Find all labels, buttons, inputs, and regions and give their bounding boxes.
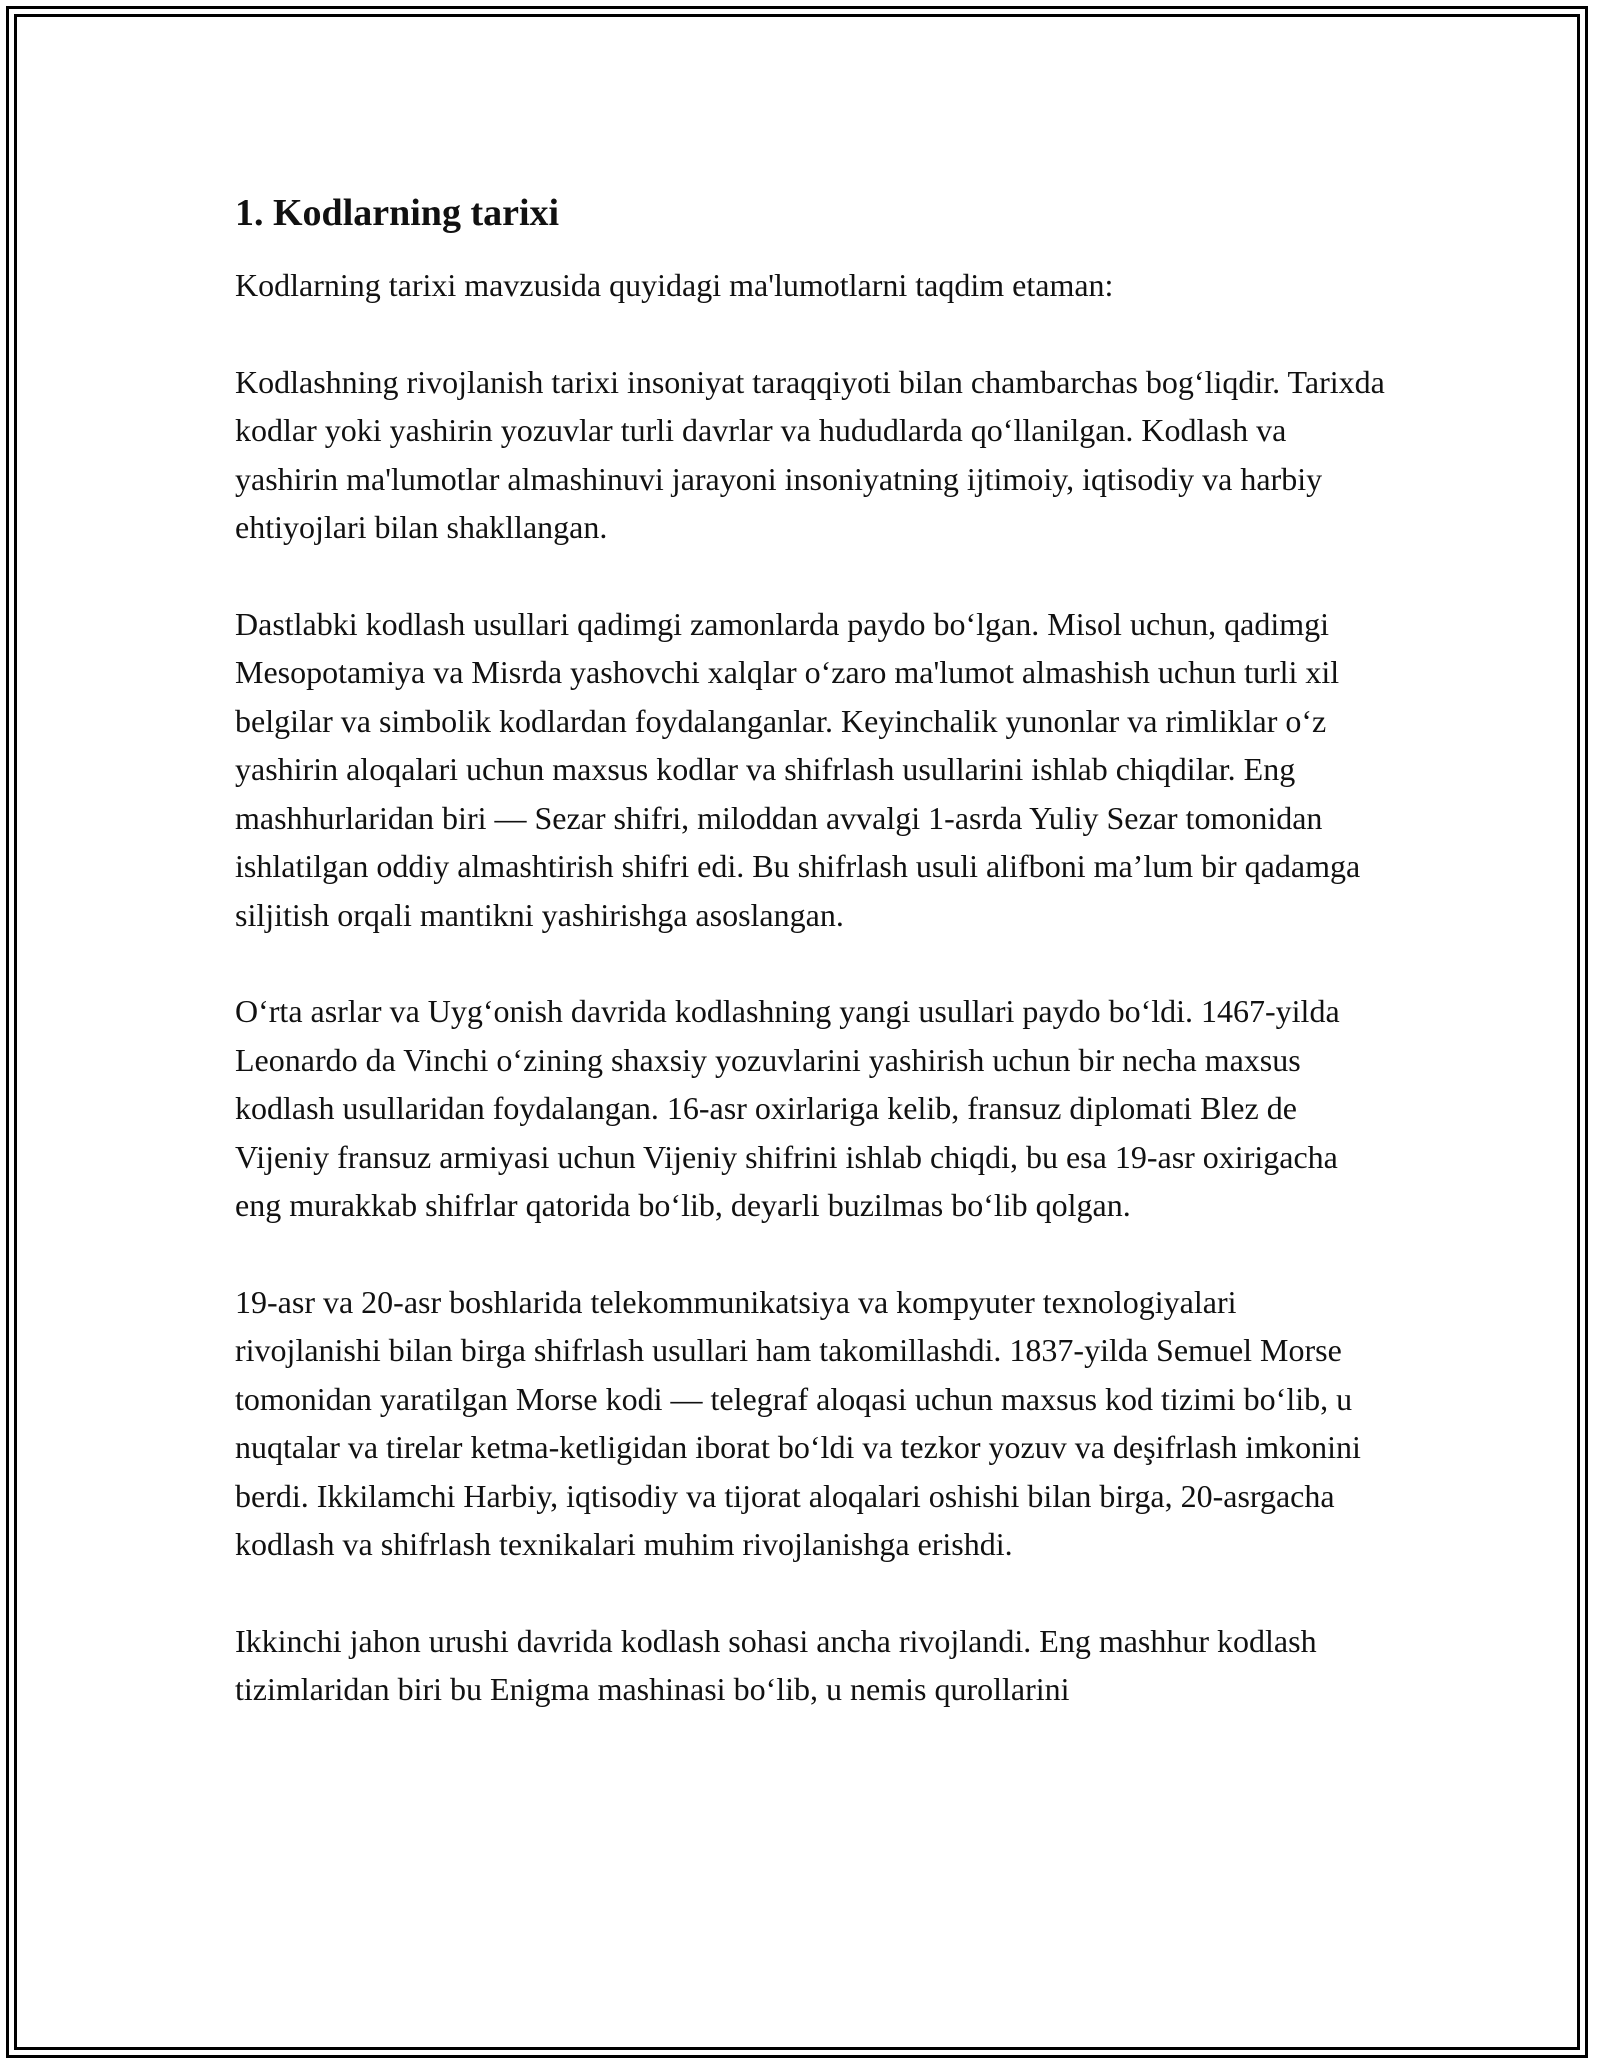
- intro-paragraph: Kodlarning tarixi mavzusida quyidagi ma'lumotlarni taqdim etaman:: [235, 267, 1114, 303]
- section-heading: 1. Kodlarning tarixi: [235, 192, 560, 234]
- paragraph-middle-ages: O‘rta asrlar va Uyg‘onish davrida kodlashning yangi usullari paydo bo‘ldi. 1467-yilda Leonardo da Vinchi o‘zining shaxsiy yozuvlarini yashirish uchun bir necha maxsus kodlash usullaridan foydalangan. 16-asr oxirlariga kelib, fransuz diplomati Blez de Vijeniy fransuz armiyasi uchun Vijeniy shifrini ishlab chiqdi, bu esa 19-asr oxirigacha eng murakkab shifrlar qatorida bo‘lib, deyarli buzilmas bo‘lib qolgan.: [235, 993, 1340, 1223]
- paragraph-history-overview: Kodlashning rivojlanish tarixi insoniyat taraqqiyoti bilan chambarchas bog‘liqdir. Tarixda kodlar yoki yashirin yozuvlar turli davrlar va hududlarda qo‘llanilgan. Kodlash va yashirin ma'lumotlar almashinuvi jarayoni insoniyatning ijtimoiy, iqtisodiy va harbiy ehtiyojlari bilan shakllangan.: [235, 363, 1385, 545]
- paragraph-ancient-methods: Dastlabki kodlash usullari qadimgi zamonlarda paydo bo‘lgan. Misol uchun, qadimgi Mesopotamiya va Misrda yashovchi xalqlar o‘zaro ma'lumot almashish uchun turli xil belgilar va simbolik kodlardan foydalanganlar. Keyinchalik yunonlar va rimliklar o‘z yashirin aloqalari uchun maxsus kodlar va shifrlash usullarini ishlab chiqdilar. Eng mashhurlaridan biri — Sezar shifri, miloddan avvalgi 1-asrda Yuliy Sezar tomonidan ishlatilgan oddiy almashtirish shifri edi. Bu shifrlash usuli alifboni ma’lum bir qadamga siljitish orqali mantikni yashirishga asoslangan.: [235, 605, 1361, 933]
- paragraph-world-war-ii: Ikkinchi jahon urushi davrida kodlash sohasi ancha rivojlandi. Eng mashhur kodlash tizimlaridan biri bu Enigma mashinasi bo‘lib, u nemis qurollarini: [235, 1622, 1317, 1707]
- paragraph-19th-20th-century: 19-asr va 20-asr boshlarida telekommunikatsiya va kompyuter texnologiyalari rivojlanishi bilan birga shifrlash usullari ham takomillashdi. 1837-yilda Semuel Morse tomonidan yaratilgan Morse kodi — telegraf aloqasi uchun maxsus kod tizimi bo‘lib, u nuqtalar va tirelar ketma-ketligidan iborat bo‘ldi va tezkor yozuv va deşifrlash imkonini berdi. Ikkilamchi Harbiy, iqtisodiy va tijorat aloqalari oshishi bilan birga, 20-asrgacha kodlash va shifrlash texnikalari muhim rivojlanishga erishdi.: [235, 1283, 1361, 1562]
- document-body: [235, 185, 1385, 1762]
